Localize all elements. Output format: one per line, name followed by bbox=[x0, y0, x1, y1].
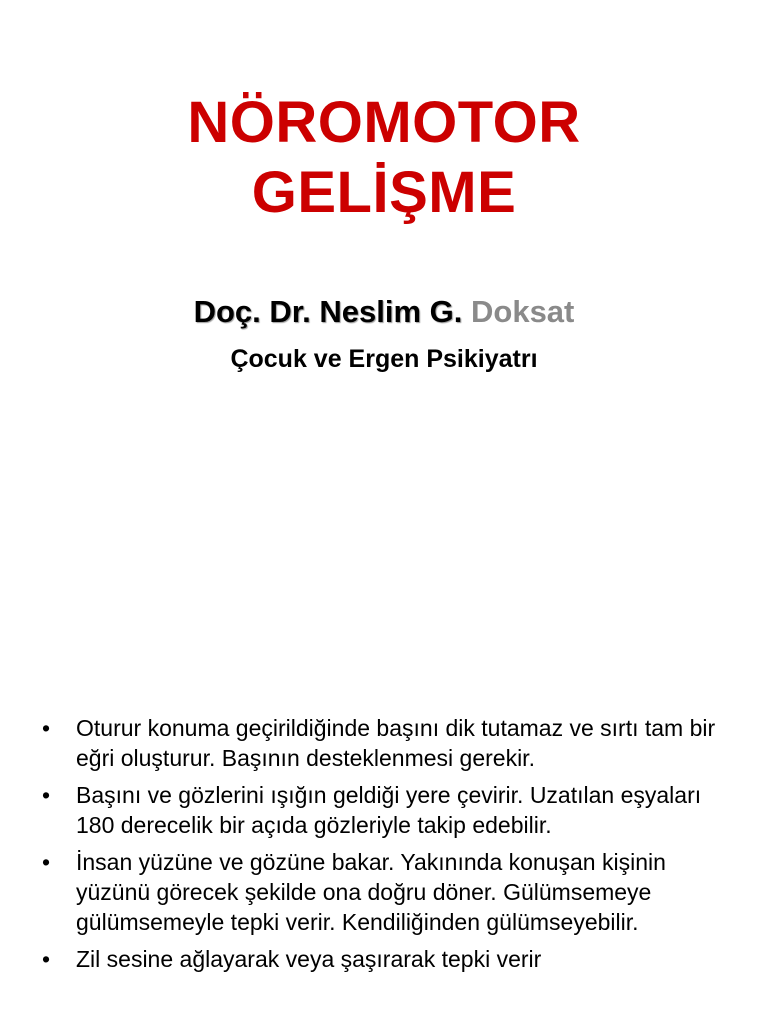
slide-title-line-2: GELİŞME bbox=[251, 160, 517, 225]
author-name: Doç. Dr. Neslim G. bbox=[193, 294, 463, 329]
bullet-text: Oturur konuma geçirildiğinde başını dik tutamaz ve sırtı tam bir eğri oluşturur. Başının desteklenmesi gerekir. bbox=[76, 715, 716, 771]
bullet-item bbox=[42, 847, 722, 937]
bullet-icon: • bbox=[42, 946, 51, 972]
bullet-item bbox=[42, 780, 722, 840]
author-surname: Doksat bbox=[471, 294, 575, 329]
bullet-item bbox=[42, 713, 722, 773]
bullet-text: Zil sesine ağlayarak veya şaşırarak tepki verir bbox=[76, 946, 542, 972]
slide-title-line-1: NÖROMOTOR bbox=[187, 90, 581, 155]
bullet-text: Başını ve gözlerini ışığın geldiği yere çevirir. Uzatılan eşyaları 180 derecelik bir açıda gözleriyle takip edebilir. bbox=[76, 782, 702, 838]
bullet-icon: • bbox=[42, 849, 51, 875]
author-line bbox=[0, 292, 768, 332]
author-affiliation: Çocuk ve Ergen Psikiyatrı bbox=[230, 345, 538, 373]
bullet-icon: • bbox=[42, 782, 51, 808]
slide-title bbox=[0, 88, 768, 228]
bullet-icon: • bbox=[42, 715, 51, 741]
bullet-item bbox=[42, 944, 722, 974]
bullet-list bbox=[42, 713, 722, 981]
bullet-text: İnsan yüzüne ve gözüne bakar. Yakınında konuşan kişinin yüzünü görecek şekilde ona doğru döner. Gülümsemeye gülümsemeyle tepki verir. Kendiliğinden gülümseyebilir. bbox=[76, 849, 666, 935]
